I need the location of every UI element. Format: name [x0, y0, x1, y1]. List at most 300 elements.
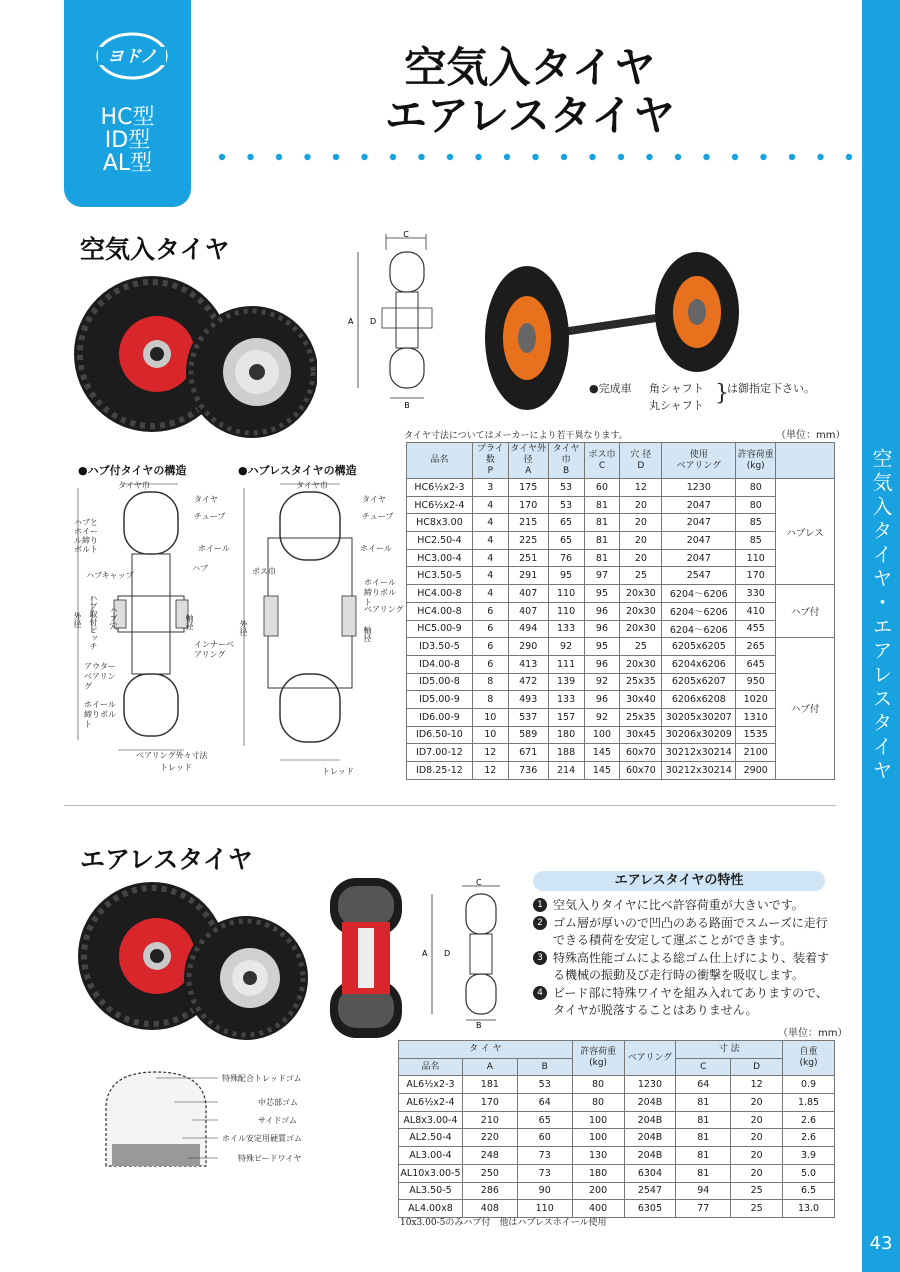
table-cell: 1310 [736, 708, 776, 726]
table-cell: 265 [736, 638, 776, 656]
unit-label-airless: （単位：mm） [778, 1028, 848, 1039]
airless-footnote: 10x3.00-5のみハブ付 他はハブレスホイール使用 [400, 1218, 607, 1228]
table-cell: 2047 [662, 549, 736, 567]
page-number: 43 [869, 1233, 893, 1254]
table-cell: 133 [548, 620, 584, 638]
table-cell: 1230 [624, 1076, 676, 1094]
table-cell: 130 [572, 1147, 624, 1165]
table-cell: 6 [472, 602, 508, 620]
table-cell: 537 [508, 708, 548, 726]
number-icon: 2 [533, 916, 547, 930]
table-cell: 671 [508, 744, 548, 762]
table-cell: 96 [584, 620, 620, 638]
table-cell: HC4.00-8 [407, 585, 473, 603]
table-row [407, 496, 835, 514]
number-icon: 3 [533, 951, 547, 965]
group-header-dim: 寸 法 [676, 1041, 783, 1059]
table-row [407, 567, 835, 585]
table-cell: 60x70 [620, 762, 662, 780]
table-cell: 645 [736, 655, 776, 673]
table-row [407, 726, 835, 744]
table-cell: ID7.00-12 [407, 744, 473, 762]
table-cell: 100 [572, 1111, 624, 1129]
table-cell: 20x30 [620, 655, 662, 673]
rule-dot [646, 154, 652, 160]
table-cell: 80 [572, 1094, 624, 1112]
table-cell: 92 [548, 638, 584, 656]
table-cell: 110 [548, 602, 584, 620]
table-cell: 30x45 [620, 726, 662, 744]
table-cell: 76 [548, 549, 584, 567]
table-cell: 95 [584, 638, 620, 656]
table-cell: AL3.00-4 [399, 1147, 463, 1165]
col-header: 許容荷重 (kg) [572, 1041, 624, 1076]
col-header: プライ数 P [472, 443, 508, 479]
table-row [399, 1164, 835, 1182]
table-cell: 410 [736, 602, 776, 620]
table-row [407, 691, 835, 709]
table-cell: 96 [584, 655, 620, 673]
table-row [407, 620, 835, 638]
svg-text:B: B [404, 401, 410, 410]
table-cell: 4 [472, 567, 508, 585]
table-row [407, 514, 835, 532]
section-heading-airless: エアレスタイヤ [80, 845, 253, 874]
rule-dot [475, 154, 481, 160]
shaft-square: 角シャフト [649, 382, 704, 395]
table-cell: 6 [472, 655, 508, 673]
table-cell: 96 [584, 691, 620, 709]
table-cell: 6204～6206 [662, 602, 736, 620]
table-cell: 494 [508, 620, 548, 638]
complete-vehicle-label: ●完成車 [589, 382, 632, 395]
table-cell: 950 [736, 673, 776, 691]
table-cell: ID5.00-8 [407, 673, 473, 691]
table-cell: 20 [731, 1164, 783, 1182]
table-cell: 20 [731, 1129, 783, 1147]
rule-dot [760, 154, 766, 160]
rule-dot [304, 154, 310, 160]
table-cell: 250 [462, 1164, 517, 1182]
table-cell: 65 [548, 514, 584, 532]
table-cell: 472 [508, 673, 548, 691]
table-cell: 133 [548, 691, 584, 709]
col-header: 許容荷重 (kg) [736, 443, 776, 479]
table-cell: 20 [620, 532, 662, 550]
section-divider [64, 805, 836, 806]
table-cell: 493 [508, 691, 548, 709]
table-cell: 215 [508, 514, 548, 532]
col-header: 品名 [399, 1058, 463, 1076]
table-cell: 12 [620, 479, 662, 497]
table-cell: 20 [620, 496, 662, 514]
table-cell: 81 [676, 1111, 731, 1129]
rule-dot [732, 154, 738, 160]
table-cell: 80 [736, 479, 776, 497]
table-cell: 200 [572, 1182, 624, 1200]
table-cell: 3.9 [783, 1147, 835, 1165]
col-header: 自重 (kg) [783, 1041, 835, 1076]
table-cell: 175 [508, 479, 548, 497]
col-header: ベアリング [624, 1041, 676, 1076]
table-cell: 736 [508, 762, 548, 780]
table-cell: 81 [584, 549, 620, 567]
table-cell: 6304 [624, 1164, 676, 1182]
col-header: A [462, 1058, 517, 1076]
feature-item: 1 空気入りタイヤに比べ許容荷重が大きいです。 [533, 897, 833, 914]
table-cell: 2547 [662, 567, 736, 585]
table-cell: 6204～6206 [662, 620, 736, 638]
table-row [407, 708, 835, 726]
dimension-note: タイヤ寸法についてはメーカーにより若干異なります。 [404, 431, 628, 441]
table-cell: 2047 [662, 532, 736, 550]
rule-dot [589, 154, 595, 160]
table-cell: 92 [584, 708, 620, 726]
table-cell: 60 [517, 1129, 572, 1147]
table-row [407, 762, 835, 780]
table-cell: 408 [462, 1200, 517, 1218]
col-header: 品名 [407, 443, 473, 479]
table-cell: 8 [472, 691, 508, 709]
table-cell: 1.85 [783, 1094, 835, 1112]
table-cell: 20x30 [620, 602, 662, 620]
table-cell: ID4.00-8 [407, 655, 473, 673]
feature-item: 4 ビード部に特殊ワイヤを組み入れてありますので、タイヤが脱落することはありません。 [533, 985, 833, 1019]
table-cell: 6.5 [783, 1182, 835, 1200]
table-cell: 180 [572, 1164, 624, 1182]
section-heading-pneumatic: 空気入タイヤ [80, 235, 230, 264]
svg-text:C: C [476, 878, 482, 887]
table-cell: 6204x6206 [662, 655, 736, 673]
table-cell: 10 [472, 726, 508, 744]
table-cell: 95 [548, 567, 584, 585]
table-cell: 2.6 [783, 1111, 835, 1129]
table-cell: 145 [584, 744, 620, 762]
table-cell: 4 [472, 585, 508, 603]
table-cell: 455 [736, 620, 776, 638]
dotted-rule [218, 152, 854, 162]
table-cell: 20 [620, 549, 662, 567]
group-cell: ハブ付 [776, 585, 835, 638]
logo-text: ヨドノ [107, 47, 157, 67]
table-cell: 400 [572, 1200, 624, 1218]
rule-dot [333, 154, 339, 160]
table-cell: 180 [548, 726, 584, 744]
table-cell: 413 [508, 655, 548, 673]
table-cell: 170 [462, 1094, 517, 1112]
table-cell: 94 [676, 1182, 731, 1200]
table-cell: 30205x30207 [662, 708, 736, 726]
table-cell: AL3.50-5 [399, 1182, 463, 1200]
table-cell: 30212x30214 [662, 762, 736, 780]
pneumatic-dimension-drawing [346, 230, 446, 410]
table-cell: 407 [508, 602, 548, 620]
table-cell: 2047 [662, 514, 736, 532]
table-cell: 20 [620, 514, 662, 532]
svg-text:A: A [422, 949, 428, 958]
airless-spec-table [398, 1040, 835, 1218]
col-header: C [676, 1058, 731, 1076]
svg-text:A: A [348, 317, 354, 326]
pneumatic-tire-photo [72, 272, 317, 452]
number-icon: 1 [533, 898, 547, 912]
table-cell: 6204～6206 [662, 585, 736, 603]
table-cell: 170 [736, 567, 776, 585]
table-row [407, 479, 835, 497]
table-cell: 8 [472, 673, 508, 691]
table-cell: 95 [584, 585, 620, 603]
airless-dimension-drawing [420, 878, 520, 1028]
shaft-note: は御指定下さい。 [727, 382, 815, 395]
table-cell: 20 [731, 1094, 783, 1112]
table-cell: 204B [624, 1129, 676, 1147]
rule-dot [361, 154, 367, 160]
table-cell: HC2.50-4 [407, 532, 473, 550]
table-cell: 25x35 [620, 708, 662, 726]
table-cell: 100 [584, 726, 620, 744]
table-cell: 53 [548, 479, 584, 497]
table-cell: 81 [676, 1129, 731, 1147]
table-cell: 2547 [624, 1182, 676, 1200]
airless-cutaway-photo [322, 872, 410, 1044]
svg-text:C: C [403, 230, 409, 239]
table-cell: 2100 [736, 744, 776, 762]
table-cell: 407 [508, 585, 548, 603]
table-cell: 64 [517, 1094, 572, 1112]
table-cell: 1535 [736, 726, 776, 744]
rule-dot [447, 154, 453, 160]
table-cell: 170 [508, 496, 548, 514]
table-cell: 4 [472, 532, 508, 550]
table-cell: 65 [517, 1111, 572, 1129]
type-hc: HC型 [100, 105, 155, 130]
group-cell: ハブレス [776, 479, 835, 585]
svg-text:B: B [476, 1021, 482, 1028]
table-cell: HC8x3.00 [407, 514, 473, 532]
table-cell: 30206x30209 [662, 726, 736, 744]
shaft-round: 丸シャフト [649, 399, 704, 412]
table-cell: 64 [676, 1076, 731, 1094]
table-cell: 181 [462, 1076, 517, 1094]
side-tab-text: 空気入タイヤ・エアレスタイヤ [869, 448, 893, 784]
table-row [399, 1129, 835, 1147]
rule-dot [789, 154, 795, 160]
table-cell: 3 [472, 479, 508, 497]
table-cell: 73 [517, 1147, 572, 1165]
table-cell: 60 [584, 479, 620, 497]
table-cell: 80 [736, 496, 776, 514]
type-id: ID型 [104, 128, 151, 153]
airless-tire-photo [72, 878, 317, 1048]
table-cell: 251 [508, 549, 548, 567]
table-cell: 25 [731, 1182, 783, 1200]
table-cell: HC6½x2-4 [407, 496, 473, 514]
rule-dot [846, 154, 852, 160]
svg-text:D: D [370, 317, 377, 326]
table-cell: 6 [472, 638, 508, 656]
table-cell: 204B [624, 1094, 676, 1112]
table-cell: 225 [508, 532, 548, 550]
table-cell: 81 [584, 496, 620, 514]
brand-logo [92, 30, 172, 82]
col-header: 穴 径 D [620, 443, 662, 479]
table-cell: 6 [472, 620, 508, 638]
rule-dot [418, 154, 424, 160]
table-cell: 2900 [736, 762, 776, 780]
table-cell: 1230 [662, 479, 736, 497]
table-cell: AL4.00x8 [399, 1200, 463, 1218]
rule-dot [276, 154, 282, 160]
table-row [399, 1182, 835, 1200]
table-cell: 2.6 [783, 1129, 835, 1147]
table-cell: AL10x3.00-5 [399, 1164, 463, 1182]
feature-item: 3 特殊高性能ゴムによる総ゴム仕上げにより、装着する機械の振動及び走行時の衝撃を吸収します。 [533, 950, 833, 984]
rule-dot [219, 154, 225, 160]
hubless-tire-structure-diagram [238, 478, 398, 773]
table-cell: 90 [517, 1182, 572, 1200]
table-cell: 145 [584, 762, 620, 780]
table-cell: ID5.00-9 [407, 691, 473, 709]
table-cell: 6206x6208 [662, 691, 736, 709]
rule-dot [561, 154, 567, 160]
table-cell: HC3.50-5 [407, 567, 473, 585]
table-cell: 0.9 [783, 1076, 835, 1094]
table-cell: 20x30 [620, 585, 662, 603]
table-cell: 220 [462, 1129, 517, 1147]
table-cell: ID3.50-5 [407, 638, 473, 656]
table-cell: 81 [676, 1094, 731, 1112]
table-cell: 248 [462, 1147, 517, 1165]
table-cell: 290 [508, 638, 548, 656]
table-cell: 4 [472, 514, 508, 532]
table-cell: 10 [472, 708, 508, 726]
group-cell: ハブ付 [776, 638, 835, 780]
table-cell: 81 [676, 1164, 731, 1182]
table-row [407, 585, 835, 603]
table-cell: 25 [620, 567, 662, 585]
table-cell: 65 [548, 532, 584, 550]
table-cell: 25 [731, 1200, 783, 1218]
table-cell: 110 [548, 585, 584, 603]
hubless-structure-label: ●ハブレスタイヤの構造 [238, 464, 357, 477]
features-title: エアレスタイヤの特性 [533, 871, 825, 891]
col-header: タイヤ巾 B [548, 443, 584, 479]
table-cell: 110 [736, 549, 776, 567]
table-cell: 81 [676, 1147, 731, 1165]
table-row [399, 1147, 835, 1165]
table-cell: 53 [548, 496, 584, 514]
table-row [407, 673, 835, 691]
col-header: D [731, 1058, 783, 1076]
rule-dot [504, 154, 510, 160]
table-cell: 204B [624, 1111, 676, 1129]
table-cell: 20 [731, 1111, 783, 1129]
table-row [399, 1076, 835, 1094]
table-cell: ID6.00-9 [407, 708, 473, 726]
pneumatic-spec-table [406, 442, 835, 780]
table-cell: 210 [462, 1111, 517, 1129]
table-cell: 291 [508, 567, 548, 585]
col-header: 使用 ベアリング [662, 443, 736, 479]
table-cell: 20x30 [620, 620, 662, 638]
rule-dot [703, 154, 709, 160]
table-row [407, 744, 835, 762]
table-cell: 30212x30214 [662, 744, 736, 762]
table-cell: AL6½x2-4 [399, 1094, 463, 1112]
table-row [407, 602, 835, 620]
table-cell: AL8x3.00-4 [399, 1111, 463, 1129]
table-cell: 214 [548, 762, 584, 780]
table-cell: 96 [584, 602, 620, 620]
table-cell: 85 [736, 514, 776, 532]
table-cell: 12 [472, 762, 508, 780]
svg-text:D: D [444, 949, 451, 958]
table-cell: 4 [472, 549, 508, 567]
table-cell: 4 [472, 496, 508, 514]
table-cell: 589 [508, 726, 548, 744]
table-row [399, 1094, 835, 1112]
table-cell: 81 [584, 514, 620, 532]
rule-dot [817, 154, 823, 160]
col-header: B [517, 1058, 572, 1076]
table-cell: 73 [517, 1164, 572, 1182]
table-row [407, 532, 835, 550]
table-cell: 20 [731, 1147, 783, 1165]
table-cell: 188 [548, 744, 584, 762]
table-cell: 330 [736, 585, 776, 603]
table-cell: 85 [736, 532, 776, 550]
table-cell: 13.0 [783, 1200, 835, 1218]
table-row [407, 655, 835, 673]
number-icon: 4 [533, 986, 547, 1000]
table-row [399, 1111, 835, 1129]
col-header: ボス巾 C [584, 443, 620, 479]
model-types [64, 106, 191, 175]
table-cell: 92 [584, 673, 620, 691]
table-cell: HC5.00-9 [407, 620, 473, 638]
rule-dot [247, 154, 253, 160]
type-al: AL型 [102, 151, 153, 176]
table-cell: 6205x6205 [662, 638, 736, 656]
col-header-blank [776, 443, 835, 479]
table-cell: 286 [462, 1182, 517, 1200]
feature-item: 2 ゴム層が厚いので凹凸のある路面でスムーズに走行できる積荷を安定して運ぶことができます。 [533, 915, 833, 949]
rule-dot [675, 154, 681, 160]
table-cell: HC6½x2-3 [407, 479, 473, 497]
rule-dot [532, 154, 538, 160]
col-header: タイヤ外径 A [508, 443, 548, 479]
table-cell: 6205x6207 [662, 673, 736, 691]
table-cell: 80 [572, 1076, 624, 1094]
table-cell: 157 [548, 708, 584, 726]
table-cell: AL2.50-4 [399, 1129, 463, 1147]
table-cell: 110 [517, 1200, 572, 1218]
unit-label-pneumatic: （単位：mm） [776, 430, 846, 441]
table-cell: 12 [472, 744, 508, 762]
table-cell: 139 [548, 673, 584, 691]
brace: } [715, 381, 729, 406]
table-cell: 100 [572, 1129, 624, 1147]
table-row [407, 638, 835, 656]
rule-dot [618, 154, 624, 160]
table-cell: 53 [517, 1076, 572, 1094]
table-cell: 6305 [624, 1200, 676, 1218]
table-cell: AL6½x2-3 [399, 1076, 463, 1094]
table-cell: ID6.50-10 [407, 726, 473, 744]
table-cell: 77 [676, 1200, 731, 1218]
table-cell: 1020 [736, 691, 776, 709]
rule-dot [390, 154, 396, 160]
